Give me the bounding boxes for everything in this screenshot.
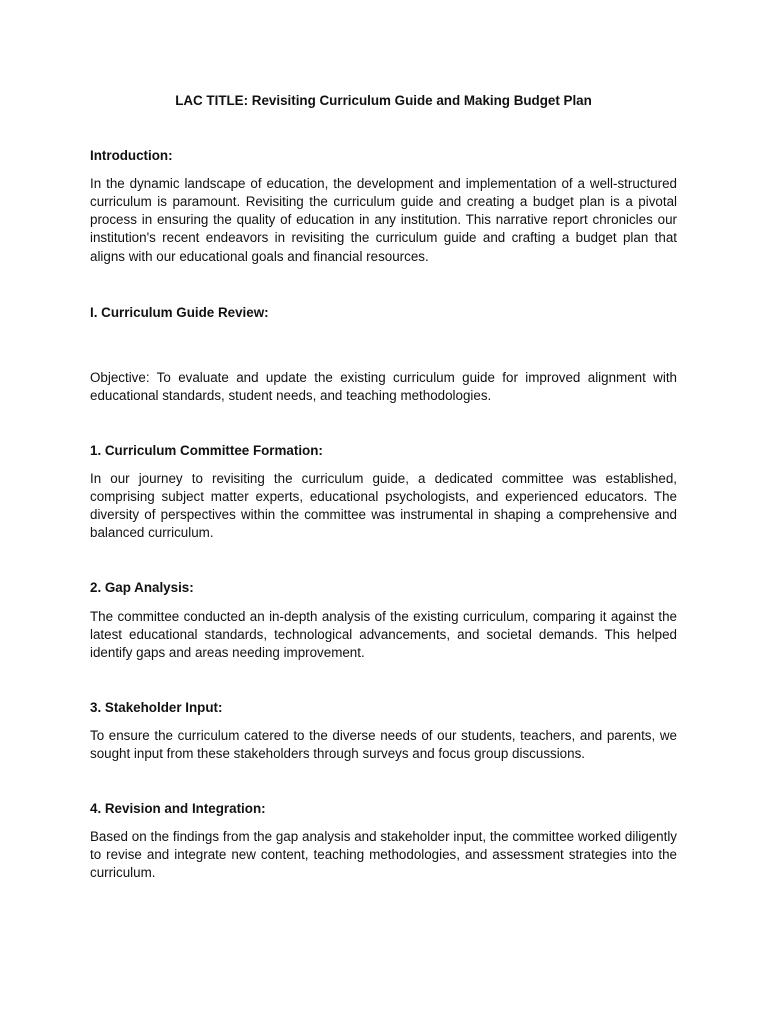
spacer bbox=[90, 332, 677, 369]
revision-integration-paragraph: Based on the findings from the gap analysis and stakeholder input, the committee worked diligently to revise and integrate new content, teaching methodologies, and assessment strategies into the curriculum. bbox=[90, 829, 677, 881]
revision-integration-heading: 4. Revision and Integration: bbox=[90, 801, 266, 817]
stakeholder-input-paragraph: To ensure the curriculum catered to the diverse needs of our students, teachers, and parents, we sought input from these stakeholders through surveys and focus group discussions. bbox=[90, 727, 677, 761]
gap-analysis-heading: 2. Gap Analysis: bbox=[90, 580, 194, 596]
stakeholder-input-heading: 3. Stakeholder Input: bbox=[90, 699, 223, 715]
section-curriculum-guide-review-heading: I. Curriculum Guide Review: bbox=[90, 304, 269, 320]
document-title: LAC TITLE: Revisiting Curriculum Guide and Making Budget Plan bbox=[175, 93, 592, 108]
committee-formation-paragraph: In our journey to revisiting the curriculum guide, a dedicated committee was established, comprising subject matter experts, educational psychologists, and experienced educators. The diversity of perspectives within the committee was instrumental in shaping a comprehensive and balanced curriculum. bbox=[90, 471, 677, 541]
objective-paragraph: Objective: To evaluate and update the existing curriculum guide for improved alignment with educational standards, student needs, and teaching methodologies. bbox=[90, 369, 677, 403]
introduction-paragraph: In the dynamic landscape of education, the development and implementation of a well-structured curriculum is paramount. Revisiting the curriculum guide and creating a budget plan is a pivotal process in ensuring the quality of education in any institution. This narrative report chronicles our institution's recent endeavors in revisiting the curriculum guide and crafting a budget plan that aligns with our educational goals and financial resources. bbox=[90, 176, 677, 264]
document-page bbox=[90, 92, 677, 882]
introduction-heading: Introduction: bbox=[90, 148, 173, 164]
gap-analysis-paragraph: The committee conducted an in-depth analysis of the existing curriculum, comparing it against the latest educational standards, technological advancements, and societal demands. This helped identify gaps and areas needing improvement. bbox=[90, 608, 677, 660]
committee-formation-heading: 1. Curriculum Committee Formation: bbox=[90, 442, 323, 458]
